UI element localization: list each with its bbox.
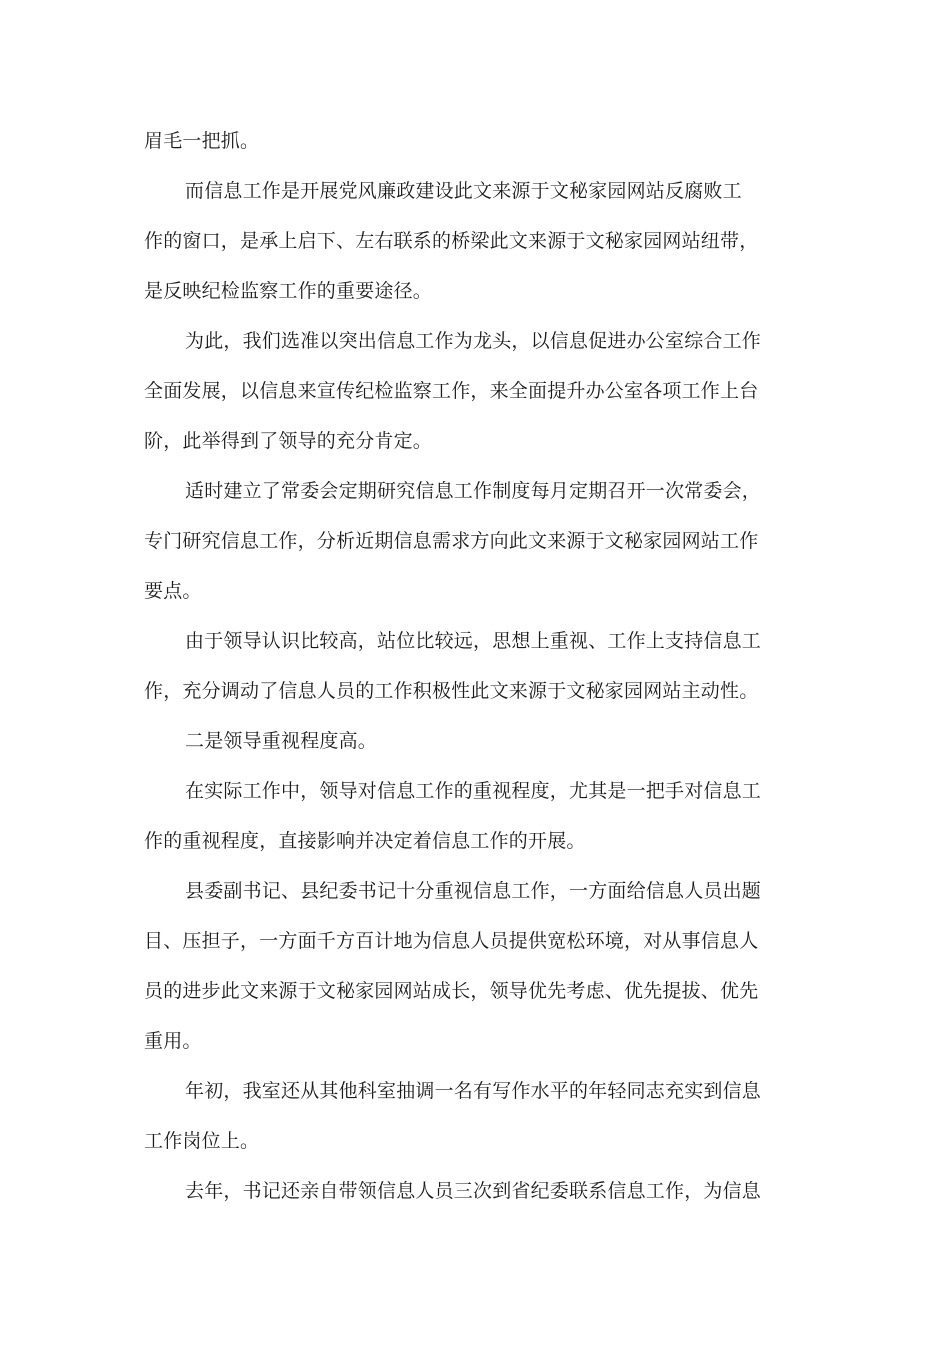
text-line: 由于领导认识比较高，站位比较远，思想上重视、工作上支持信息工 [185,630,762,652]
document-body [144,116,762,1216]
text-line: 在实际工作中，领导对信息工作的重视程度，尤其是一把手对信息工 [185,780,762,802]
text-line: 作的重视程度，直接影响并决定着信息工作的开展。 [144,830,586,852]
text-line: 作，充分调动了信息人员的工作积极性此文来源于文秘家园网站主动性。 [144,680,759,702]
text-line: 而信息工作是开展党风廉政建设此文来源于文秘家园网站反腐败工 [185,180,742,202]
text-line: 去年，书记还亲自带领信息人员三次到省纪委联系信息工作，为信息 [185,1180,762,1202]
text-line: 年初，我室还从其他科室抽调一名有写作水平的年轻同志充实到信息 [185,1080,762,1102]
text-line: 是反映纪检监察工作的重要途径。 [144,280,433,302]
text-line: 二是领导重视程度高。 [185,730,378,752]
text-line: 专门研究信息工作，分析近期信息需求方向此文来源于文秘家园网站工作 [144,530,759,552]
text-line: 阶，此举得到了领导的充分肯定。 [144,430,433,452]
text-line: 为此，我们选准以突出信息工作为龙头，以信息促进办公室综合工作 [185,330,762,352]
text-line: 适时建立了常委会定期研究信息工作制度每月定期召开一次常委会， [185,480,762,502]
text-line: 作的窗口，是承上启下、左右联系的桥梁此文来源于文秘家园网站纽带， [144,230,759,252]
text-line: 全面发展，以信息来宣传纪检监察工作，来全面提升办公室各项工作上台 [144,380,759,402]
text-line: 重用。 [144,1030,202,1052]
text-line: 要点。 [144,580,202,602]
text-line: 员的进步此文来源于文秘家园网站成长，领导优先考虑、优先提拔、优先 [144,980,759,1002]
text-line: 目、压担子，一方面千方百计地为信息人员提供宽松环境，对从事信息人 [144,930,759,952]
text-line: 县委副书记、县纪委书记十分重视信息工作，一方面给信息人员出题 [185,880,762,902]
text-line: 眉毛一把抓。 [144,130,260,152]
text-line: 工作岗位上。 [144,1130,260,1152]
